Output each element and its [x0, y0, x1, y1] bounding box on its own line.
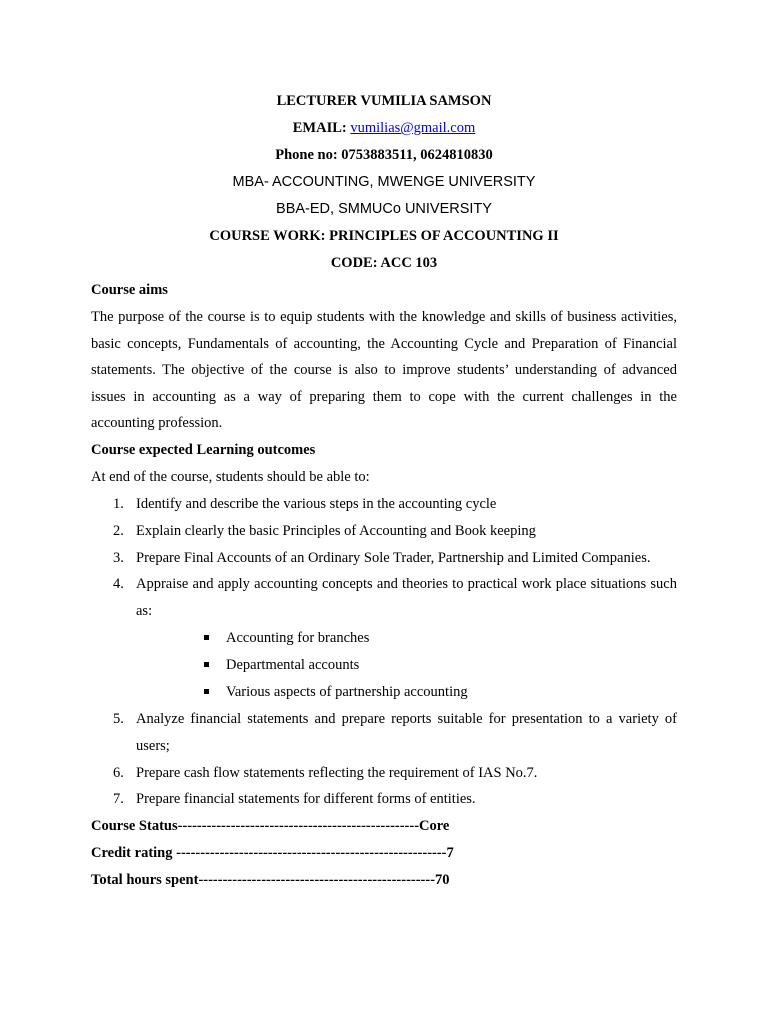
sub-list-item-text: Various aspects of partnership accounting — [226, 683, 468, 700]
learning-outcomes-heading: Course expected Learning outcomes — [91, 441, 316, 458]
list-item — [91, 760, 677, 787]
learning-outcomes-list-continued — [91, 706, 677, 813]
learning-outcomes-intro: At end of the course, students should be able to: — [91, 468, 370, 485]
list-item — [91, 571, 677, 625]
list-item-text: Prepare Final Accounts of an Ordinary Sole Trader, Partnership and Limited Companies. — [136, 549, 651, 566]
email-link[interactable]: vumilias@gmail.com — [350, 120, 476, 136]
list-item-text: Identify and describe the various steps in the accounting cycle — [136, 495, 497, 512]
list-item-text: Analyze financial statements and prepare reports suitable for presentation to a variety of users; — [136, 710, 677, 754]
list-item — [91, 545, 677, 572]
list-item — [91, 518, 677, 545]
credit-rating: Credit rating --------------------------------------------------------7 — [91, 845, 454, 862]
course-status: Course Status--------------------------------------------------Core — [91, 818, 450, 835]
sub-bullet-list — [91, 625, 677, 706]
list-item-number: 6. — [113, 764, 124, 781]
list-item-text: Explain clearly the basic Principles of Accounting and Book keeping — [136, 522, 536, 539]
list-item-number: 4. — [113, 576, 124, 593]
square-bullet-icon — [204, 662, 209, 667]
degree-mba: MBA- ACCOUNTING, MWENGE UNIVERSITY — [232, 174, 536, 190]
square-bullet-icon — [204, 635, 209, 640]
total-hours: Total hours spent-------------------------------------------------70 — [91, 872, 450, 889]
email-line — [91, 115, 677, 142]
degree-bba: BBA-ED, SMMUCo UNIVERSITY — [276, 201, 492, 217]
list-item — [91, 706, 677, 760]
course-aims-heading: Course aims — [91, 282, 168, 298]
email-label: EMAIL: — [292, 120, 347, 136]
sub-list-item — [91, 679, 677, 706]
sub-list-item — [91, 625, 677, 652]
list-item — [91, 491, 677, 518]
phone-line: Phone no: 0753883511, 0624810830 — [275, 147, 493, 163]
list-item-text: Appraise and apply accounting concepts and theories to practical work place situations such as: — [136, 576, 677, 620]
course-aims-paragraph: The purpose of the course is to equip students with the knowledge and skills of business activities, basic concepts, Fundamentals of accounting, the Accounting Cycle and Preparation of Financial statements. The objective of the course is also to improve students’ understanding of advanced issues in accounting as a way of preparing them to cope with the current challenges in the accounting profession. — [91, 309, 677, 432]
course-work-title: COURSE WORK: PRINCIPLES OF ACCOUNTING II — [209, 228, 559, 244]
document-page — [91, 88, 677, 894]
course-code: CODE: ACC 103 — [330, 255, 438, 271]
list-item-text: Prepare cash flow statements reflecting the requirement of IAS No.7. — [136, 764, 538, 781]
sub-list-item-text: Accounting for branches — [226, 629, 370, 646]
lecturer-name: LECTURER VUMILIA SAMSON — [276, 93, 492, 109]
list-item-number: 1. — [113, 495, 124, 512]
list-item-text: Prepare financial statements for different forms of entities. — [136, 791, 476, 808]
sub-list-item-text: Departmental accounts — [226, 656, 360, 673]
learning-outcomes-list — [91, 491, 677, 625]
list-item-number: 5. — [113, 710, 124, 727]
sub-list-item — [91, 652, 677, 679]
list-item-number: 3. — [113, 549, 124, 566]
list-item-number: 2. — [113, 522, 124, 539]
list-item — [91, 786, 677, 813]
list-item-number: 7. — [113, 791, 124, 808]
square-bullet-icon — [204, 689, 209, 694]
